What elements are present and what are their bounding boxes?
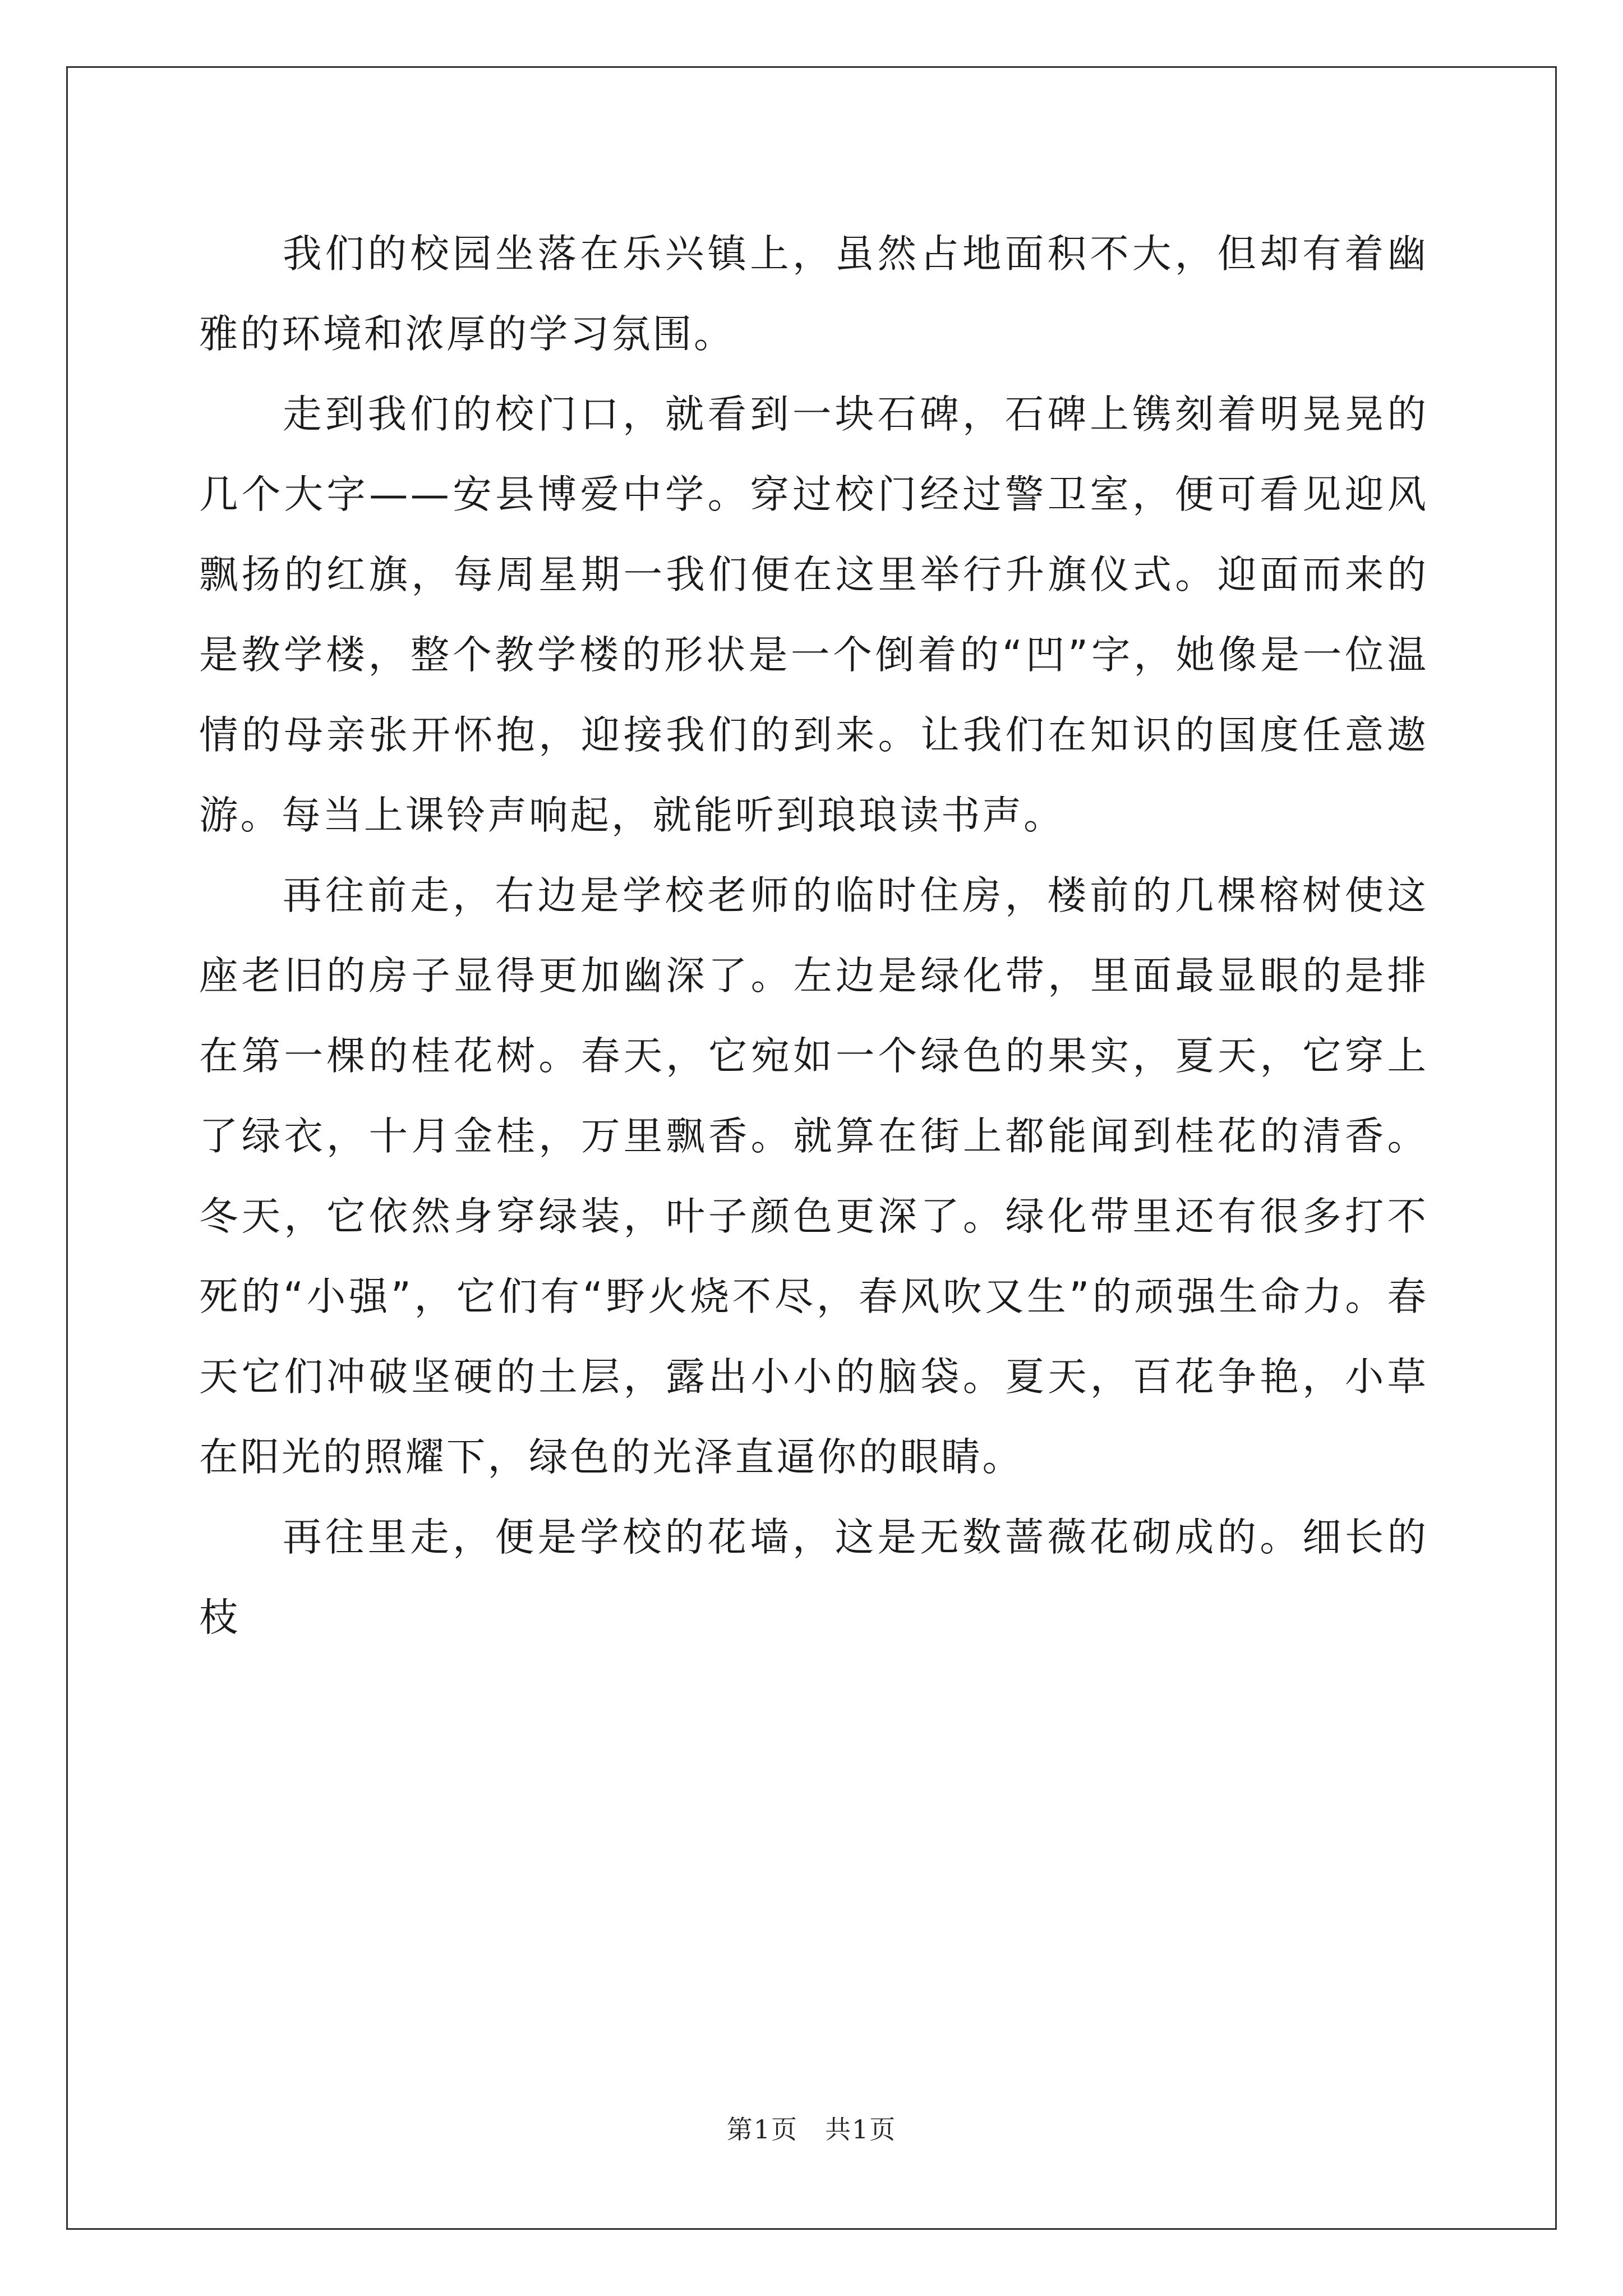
page-number: 第1页 — [726, 2114, 798, 2145]
page-footer — [0, 2109, 1623, 2146]
paragraph: 走到我们的校门口，就看到一块石碑，石碑上镌刻着明晃晃的几个大字——安县博爱中学。穿过校门经过警卫室，便可看见迎风飘扬的红旗，每周星期一我们便在这里举行升旗仪式。迎面而来的是教学楼，整个教学楼的形状是一个倒着的“凹”字，她像是一位温情的母亲张开怀抱，迎接我们的到来。让我们在知识的国度任意遨游。每当上课铃声响起，就能听到琅琅读书声。 — [199, 392, 1428, 838]
document-body — [199, 214, 1428, 1658]
paragraph: 再往前走，右边是学校老师的临时住房，楼前的几棵榕树使这座老旧的房子显得更加幽深了。左边是绿化带，里面最显眼的是排在第一棵的桂花树。春天，它宛如一个绿色的果实，夏天，它穿上了绿衣，十月金桂，万里飘香。就算在街上都能闻到桂花的清香。冬天，它依然身穿绿装，叶子颜色更深了。绿化带里还有很多打不死的“小强”，它们有“野火烧不尽，春风吹又生”的顽强生命力。春天它们冲破坚硬的土层，露出小小的脑袋。夏天，百花争艳，小草在阳光的照耀下，绿色的光泽直逼你的眼睛。 — [199, 873, 1428, 1480]
paragraph: 我们的校园坐落在乐兴镇上，虽然占地面积不大，但却有着幽雅的环境和浓厚的学习氛围。 — [199, 231, 1428, 357]
paragraph: 再往里走，便是学校的花墙，这是无数蔷薇花砌成的。细长的枝 — [199, 1515, 1428, 1640]
page-total: 共1页 — [825, 2114, 897, 2145]
